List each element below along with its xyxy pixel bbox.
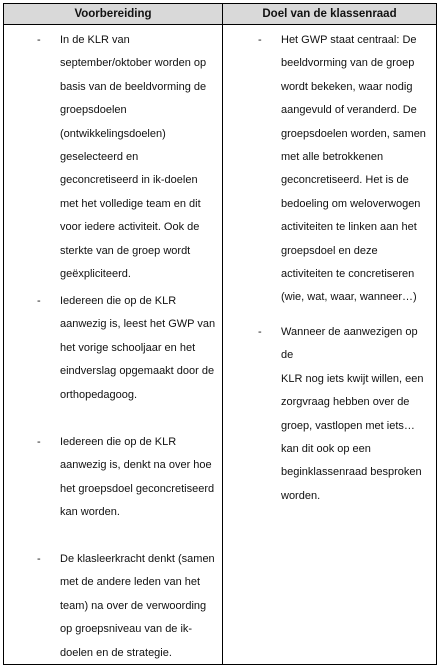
bullet-dash: - [37, 436, 41, 448]
list-item-text: Iedereen die op de KLR aanwezig is, denkt na over hoe het groepsdoel geconcretiseerd kan worden. [60, 436, 215, 519]
header-voorbereiding: Voorbereiding [74, 8, 152, 20]
column-divider [222, 4, 223, 664]
bullet-dash: - [37, 295, 41, 307]
document-table [3, 3, 437, 665]
list-item-text: Het GWP staat centraal: De beeldvorming van de groep wordt bekeken, waar nodig aangevuld of veranderd. De groepsdoelen worden, samen met alle betrokkenen geconcretiseerd. Het is de bedoeling om weloverwogen activiteiten te linken aan het groepsdoel en deze activiteiten te concretiseren (wie, wat, waar, wanneer…) [281, 34, 426, 304]
list-item-text: Iedereen die op de KLR aanwezig is, leest het GWP van het vorige schooljaar en het eindverslag opgemaakt door de orthopedagoog. [60, 295, 216, 401]
bullet-dash: - [37, 34, 41, 46]
table-header-row [4, 4, 436, 25]
bullet-dash: - [258, 326, 262, 338]
bullet-dash: - [37, 553, 41, 565]
list-item-text: De klasleerkracht denkt (samen met de andere leden van het team) na over de verwoording op groepsniveau van de ik- doelen en de strategie. [60, 553, 215, 659]
list-item-text: Wanneer de aanwezigen op de KLR nog iets kwijt willen, een zorgvraag hebben over de groep, vastlopen met iets… kan dit ook op een beginklassenraad besproken worden. [281, 326, 424, 502]
list-item-text: In de KLR van september/oktober worden op basis van de beeldvorming de groepsdoelen (ontwikkelingsdoelen) geselecteerd en geconcretiseerd in ik-doelen met het volledige team en dit voor iedere activiteit. Ook de sterkte van de groep wordt geëxpliciteerd. [60, 34, 207, 281]
header-doel-klassenraad: Doel van de klassenraad [262, 8, 397, 20]
bullet-dash: - [258, 34, 262, 46]
